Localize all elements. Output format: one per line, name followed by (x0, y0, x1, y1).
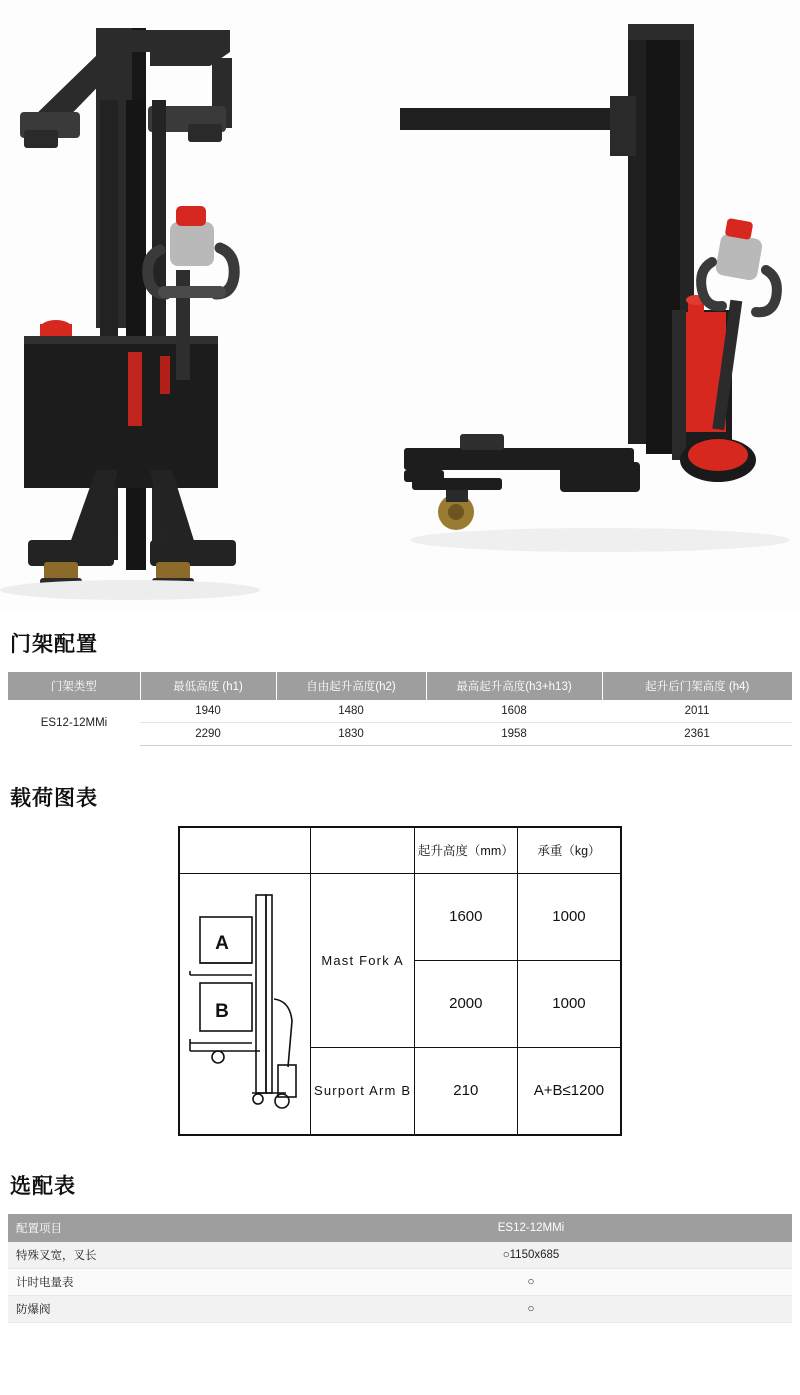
table-header-row (179, 827, 621, 873)
options-header-item: 配置项目 (8, 1214, 270, 1242)
load-height-row1: 2000 (414, 960, 517, 1047)
table-header-row (8, 672, 792, 700)
stacker-line-drawing (180, 874, 310, 1134)
load-diagram-cell (179, 873, 311, 1135)
load-label-mast-fork: Mast Fork A (311, 873, 414, 1047)
load-weight-row2: A+B≤1200 (517, 1047, 621, 1134)
table-row (8, 700, 792, 723)
product-photo-gallery (0, 0, 800, 610)
mast-cell-r1c2: 1958 (426, 723, 602, 746)
mast-header-h4: 起升后门架高度 (h4) (602, 672, 792, 700)
mast-header-type: 门架类型 (8, 672, 140, 700)
options-value-0: ○1150x685 (270, 1242, 792, 1269)
load-header-height: 起升高度（mm） (414, 827, 517, 873)
options-section-title: 选配表 (10, 1174, 76, 1198)
mast-cell-r1c1: 1830 (276, 723, 426, 746)
load-corner-blank-2 (311, 827, 414, 873)
mast-cell-r1c3: 2361 (602, 723, 792, 746)
load-chart-table (178, 826, 622, 1136)
mast-header-h1: 最低高度 (h1) (140, 672, 276, 700)
table-header-row (8, 1214, 792, 1242)
options-table (8, 1214, 792, 1323)
table-row (8, 1242, 792, 1269)
load-header-weight: 承重（kg） (517, 827, 621, 873)
load-label-support-arm: Surport Arm B (311, 1047, 414, 1134)
mast-model-cell: ES12-12MMi (40, 716, 108, 729)
table-row (8, 1295, 792, 1322)
mast-header-h2: 自由起升高度(h2) (276, 672, 426, 700)
mast-cell-r0c2: 1608 (426, 700, 602, 723)
table-row (179, 873, 621, 960)
load-weight-row0: 1000 (517, 873, 621, 960)
mast-config-table (8, 672, 792, 746)
options-value-2: ○ (270, 1295, 792, 1322)
mast-cell-r0c3: 2011 (602, 700, 792, 723)
load-chart-wrap (0, 826, 800, 1136)
load-height-row0: 1600 (414, 873, 517, 960)
options-table-wrap (0, 1214, 800, 1323)
diagram-label-a: A (215, 932, 229, 954)
product-photo-front-view (0, 0, 400, 610)
mast-cell-r0c0: 1940 (140, 700, 276, 723)
options-item-2: 防爆阀 (8, 1295, 270, 1322)
load-corner-blank (179, 827, 311, 873)
page-bottom-spacer (0, 1323, 800, 1353)
load-weight-row1: 1000 (517, 960, 621, 1047)
options-header-model: ES12-12MMi (270, 1214, 792, 1242)
mast-section-title: 门架配置 (10, 633, 98, 656)
options-item-0: 特殊叉宽，叉长 (8, 1242, 270, 1269)
mast-cell-r0c1: 1480 (276, 700, 426, 723)
table-row (8, 1268, 792, 1295)
load-height-row2: 210 (414, 1047, 517, 1134)
diagram-label-b: B (215, 1000, 229, 1022)
product-photo-side-view (400, 0, 800, 610)
options-item-1: 计时电量表 (8, 1268, 270, 1295)
mast-header-h3: 最高起升高度(h3+h13) (426, 672, 602, 700)
mast-cell-r1c0: 2290 (140, 723, 276, 746)
mast-table-wrap (0, 672, 800, 746)
load-section-title: 载荷图表 (10, 787, 98, 810)
options-value-1: ○ (270, 1268, 792, 1295)
